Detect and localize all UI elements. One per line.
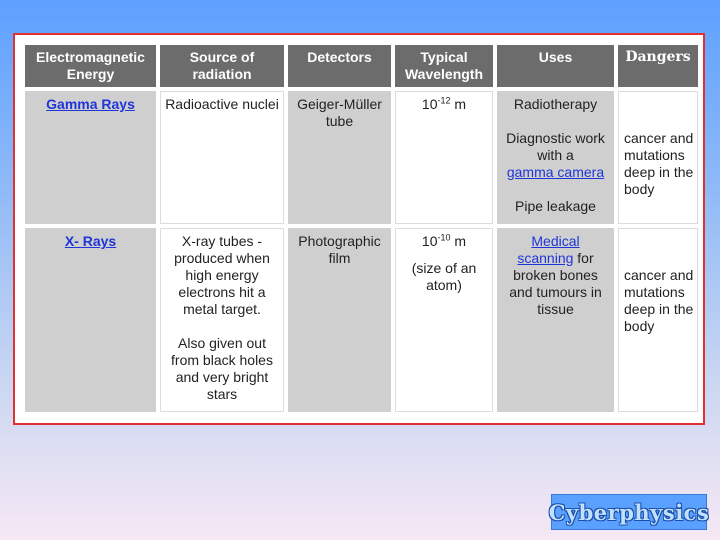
wavelength-unit: m	[454, 233, 467, 249]
table-row	[25, 91, 698, 224]
em-spectrum-table	[21, 41, 702, 416]
source-cell	[160, 91, 284, 224]
wavelength-cell	[395, 91, 493, 224]
uses-cell	[497, 91, 614, 224]
dangers-cell	[618, 91, 698, 224]
wavelength-unit: m	[454, 96, 467, 112]
gamma-rays-link[interactable]: Gamma Rays	[46, 96, 135, 112]
use-item: Radiotherapy	[513, 96, 598, 112]
header-source: Source of radiation	[160, 45, 284, 87]
use-item: Pipe leakage	[515, 198, 596, 214]
gamma-camera-link[interactable]: gamma camera	[506, 164, 605, 180]
cyberphysics-logo: Cyberphysics	[551, 494, 707, 530]
header-uses: Uses	[497, 45, 614, 87]
wavelength-exponent: -12	[437, 95, 451, 106]
wavelength-cell	[395, 228, 493, 412]
table-row	[25, 228, 698, 412]
scanning-link[interactable]: scanning	[517, 250, 574, 266]
header-detectors: Detectors	[288, 45, 391, 87]
table-header-row	[25, 45, 698, 87]
source-cell	[160, 228, 284, 412]
wavelength-note: (size of an atom)	[411, 260, 477, 293]
source-text: Radioactive nuclei	[165, 96, 279, 112]
wavelength-base: 10	[421, 96, 438, 112]
energy-cell	[25, 91, 156, 224]
dangers-cell	[618, 228, 698, 412]
slide-frame	[13, 33, 705, 425]
detectors-cell	[288, 228, 391, 412]
detectors-text: Photographic film	[298, 233, 381, 266]
wavelength-base: 10	[421, 233, 438, 249]
energy-cell	[25, 228, 156, 412]
header-dangers: Dangers	[618, 45, 698, 87]
header-energy: Electromagnetic Energy	[25, 45, 156, 87]
dangers-text: cancer and mutations deep in the body	[624, 267, 694, 334]
medical-link[interactable]: Medical	[531, 233, 580, 249]
x-rays-link[interactable]: X- Rays	[64, 233, 117, 249]
use-item: Diagnostic work with a	[506, 130, 605, 163]
header-wavelength: Typical Wavelength	[395, 45, 493, 87]
dangers-text: cancer and mutations deep in the body	[624, 130, 694, 197]
detectors-text: Geiger-Müller tube	[297, 96, 382, 129]
source-text: X-ray tubes - produced when high energy electrons hit a metal target.	[174, 233, 270, 317]
source-extra-text: Also given out from black holes and very bright stars	[171, 335, 273, 402]
uses-cell	[497, 228, 614, 412]
wavelength-exponent: -10	[437, 232, 451, 243]
uses-text: for broken bones and tumours in tissue	[509, 250, 602, 317]
detectors-cell	[288, 91, 391, 224]
